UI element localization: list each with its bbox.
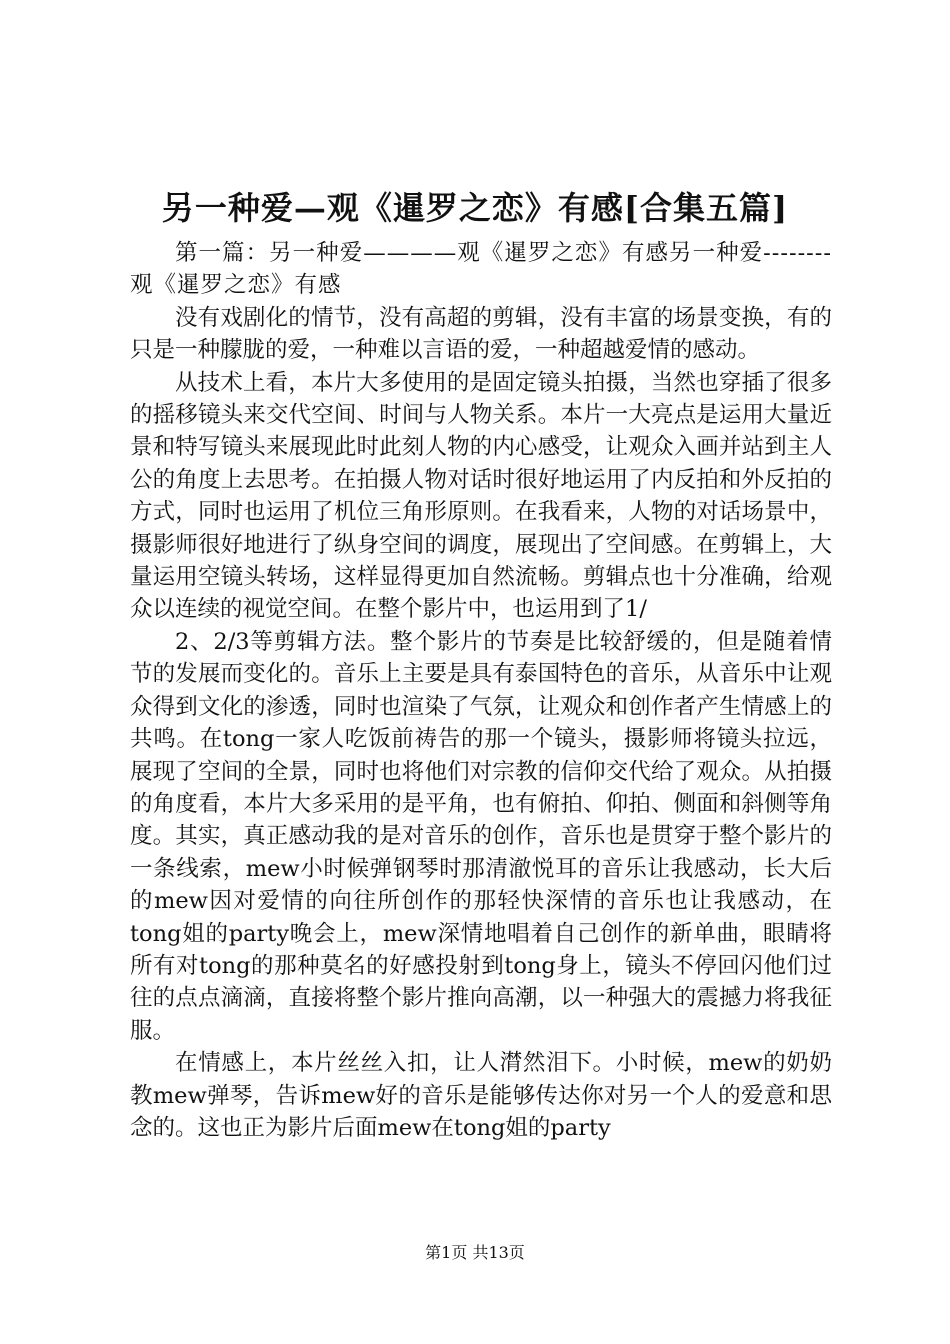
document-body bbox=[130, 237, 832, 1144]
paragraph: 2、2/3等剪辑方法。整个影片的节奏是比较舒缓的，但是随着情节的发展而变化的。音乐上主要是具有泰国特色的音乐，从音乐中让观众得到文化的渗透，同时也渲染了气氛，让观众和创作者产生情感上的共鸣。在tong一家人吃饭前祷告的那一个镜头，摄影师将镜头拉远，展现了空间的全景，同时也将他们对宗教的信仰交代给了观众。从拍摄的角度看，本片大多采用的是平角，也有俯拍、仰拍、侧面和斜侧等角度。其实，真正感动我的是对音乐的创作，音乐也是贯穿于整个影片的一条线索，mew小时候弹钢琴时那清澈悦耳的音乐让我感动，长大后的mew因对爱情的向往所创作的那轻快深情的音乐也让我感动，在tong姐的party晚会上，mew深情地唱着自己创作的新单曲，眼睛将所有对tong的那种莫名的好感投射到tong身上，镜头不停回闪他们过往的点点滴滴，直接将整个影片推向高潮，以一种强大的震撼力将我征服。 bbox=[130, 628, 832, 1044]
page-footer: 第1页 共13页 bbox=[425, 1243, 525, 1262]
paragraph: 没有戏剧化的情节，没有高超的剪辑，没有丰富的场景变换，有的只是一种朦胧的爱，一种难以言语的爱，一种超越爱情的感动。 bbox=[130, 304, 832, 364]
paragraph: 从技术上看，本片大多使用的是固定镜头拍摄，当然也穿插了很多的摇移镜头来交代空间、时间与人物关系。本片一大亮点是运用大量近景和特写镜头来展现此时此刻人物的内心感受，让观众入画并站到主人公的角度上去思考。在拍摄人物对话时很好地运用了内反拍和外反拍的方式，同时也运用了机位三角形原则。在我看来，人物的对话场景中，摄影师很好地进行了纵身空间的调度，展现出了空间感。在剪辑上，大量运用空镜头转场，这样显得更加自然流畅。剪辑点也十分准确，给观众以连续的视觉空间。在整个影片中，也运用到了1/ bbox=[130, 369, 832, 623]
document-title: 另一种爱—观《暹罗之恋》有感[合集五篇] bbox=[161, 189, 789, 227]
paragraph-heading: 第一篇：另一种爱————观《暹罗之恋》有感另一种爱--------观《暹罗之恋》有感 bbox=[130, 240, 832, 299]
paragraph: 在情感上，本片丝丝入扣，让人潸然泪下。小时候，mew的奶奶教mew弹琴，告诉mew好的音乐是能够传达你对另一个人的爱意和思念的。这也正为影片后面mew在tong姐的party bbox=[130, 1050, 832, 1141]
